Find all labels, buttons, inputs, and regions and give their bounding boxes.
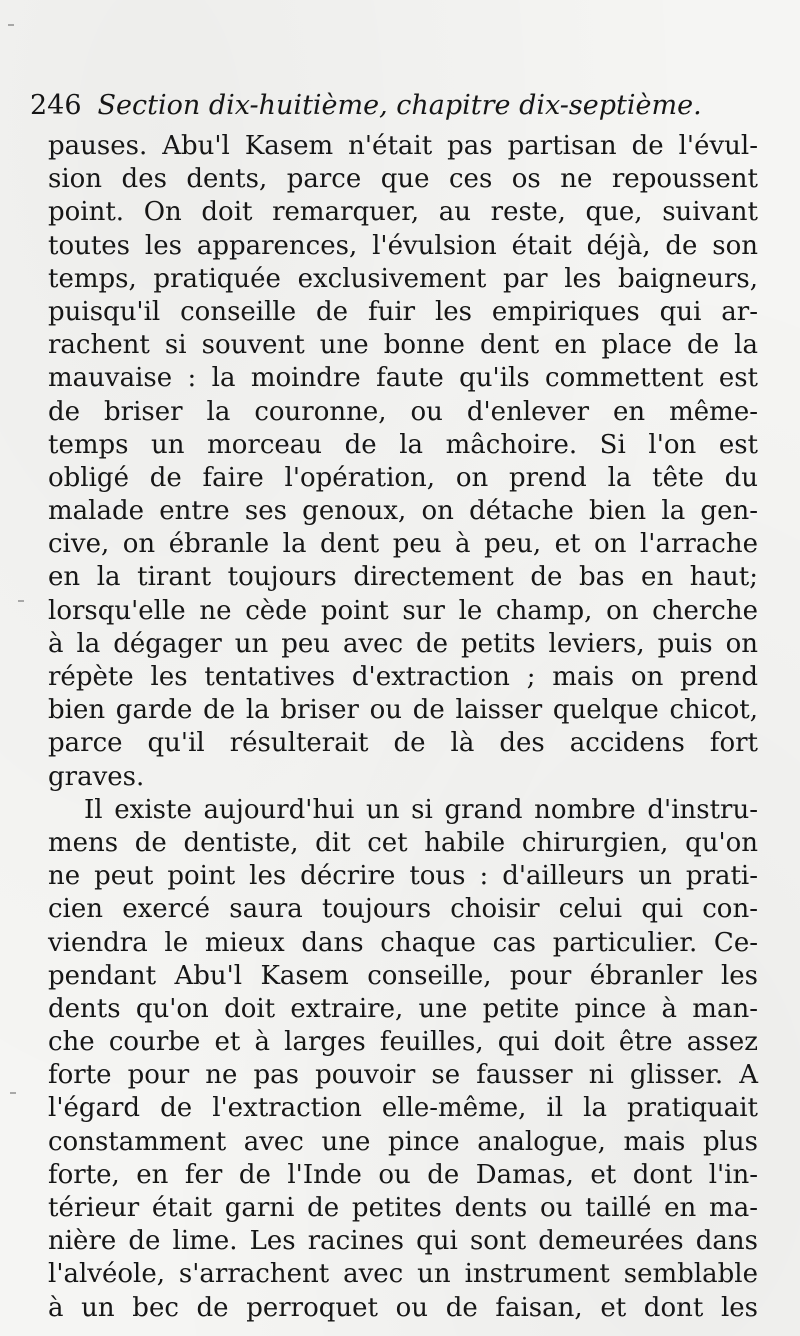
text-line: rachent si souvent une bonne dent en place de la bbox=[48, 330, 758, 361]
page-header bbox=[30, 86, 770, 126]
text-line: répète les tentatives d'extraction ; mais on prend bbox=[48, 662, 758, 692]
paragraph-1 bbox=[48, 130, 758, 794]
print-speck bbox=[8, 24, 14, 26]
text-line: forte pour ne pas pouvoir se fausser ni glisser. A bbox=[48, 1060, 758, 1091]
text-line: bien garde de la briser ou de laisser quelque chicot, bbox=[48, 695, 758, 726]
text-line: graves. bbox=[48, 761, 145, 792]
text-line: obligé de faire l'opération, on prend la tête du bbox=[48, 462, 758, 493]
text-line: térieur était garni de petites dents ou taillé en ma- bbox=[48, 1193, 758, 1223]
text-line: ne peut point les décrire tous : d'ailleurs un prati- bbox=[48, 861, 758, 892]
text-line: mauvaise : la moindre faute qu'ils commettent est bbox=[48, 363, 758, 394]
text-line: temps un morceau de la mâchoire. Si l'on est bbox=[48, 429, 758, 460]
text-line: cive, on ébranle la dent peu à peu, et on l'arrache bbox=[48, 529, 758, 560]
text-line: point. On doit remarquer, au reste, que, suivant bbox=[48, 197, 758, 228]
text-line: l'alvéole, s'arrachent avec un instrument semblable bbox=[48, 1259, 758, 1290]
text-line: pauses. Abu'l Kasem n'était pas partisan de l'évul- bbox=[48, 131, 758, 161]
text-line: mens de dentiste, dit cet habile chirurgien, qu'on bbox=[48, 827, 758, 858]
running-head: Section dix-huitième, chapitre dix-septième. bbox=[97, 90, 702, 121]
text-line: che courbe et à larges feuilles, qui doit être assez bbox=[48, 1027, 758, 1058]
page-number: 246 bbox=[30, 90, 82, 121]
text-line: pendant Abu'l Kasem conseille, pour ébranler les bbox=[48, 960, 758, 991]
text-line: en la tirant toujours directement de bas en haut; bbox=[48, 562, 758, 593]
text-line: lorsqu'elle ne cède point sur le champ, on cherche bbox=[48, 595, 758, 626]
text-line: de briser la couronne, ou d'enlever en même- bbox=[48, 396, 758, 427]
text-line: forte, en fer de l'Inde ou de Damas, et dont l'in- bbox=[48, 1159, 758, 1190]
text-line: parce qu'il résulterait de là des accidens fort bbox=[48, 728, 758, 759]
text-line: l'égard de l'extraction elle-même, il la pratiquait bbox=[48, 1093, 758, 1124]
text-line: dents qu'on doit extraire, une petite pince à man- bbox=[48, 993, 758, 1024]
body-text bbox=[48, 130, 758, 1325]
text-line: temps, pratiquée exclusivement par les baigneurs, bbox=[48, 263, 758, 294]
text-line: cien exercé saura toujours choisir celui qui con- bbox=[48, 894, 758, 925]
text-line: toutes les apparences, l'évulsion était déjà, de son bbox=[48, 230, 758, 261]
text-line: sion des dents, parce que ces os ne repoussent bbox=[48, 164, 758, 195]
text-line: à la dégager un peu avec de petits leviers, puis on bbox=[48, 628, 758, 659]
text-line: Il existe aujourd'hui un si grand nombre d'instru- bbox=[84, 794, 758, 825]
text-line: à un bec de perroquet ou de faisan, et dont les bbox=[48, 1292, 758, 1323]
text-line: puisqu'il conseille de fuir les empiriques qui ar- bbox=[48, 296, 758, 327]
text-line: nière de lime. Les racines qui sont demeurées dans bbox=[48, 1226, 758, 1257]
text-line: constamment avec une pince analogue, mais plus bbox=[48, 1126, 758, 1157]
print-speck bbox=[10, 1092, 16, 1094]
text-line: malade entre ses genoux, on détache bien la gen- bbox=[48, 496, 758, 527]
paragraph-2 bbox=[48, 794, 758, 1325]
text-line: viendra le mieux dans chaque cas particulier. Ce- bbox=[48, 927, 758, 958]
print-speck bbox=[18, 600, 24, 602]
